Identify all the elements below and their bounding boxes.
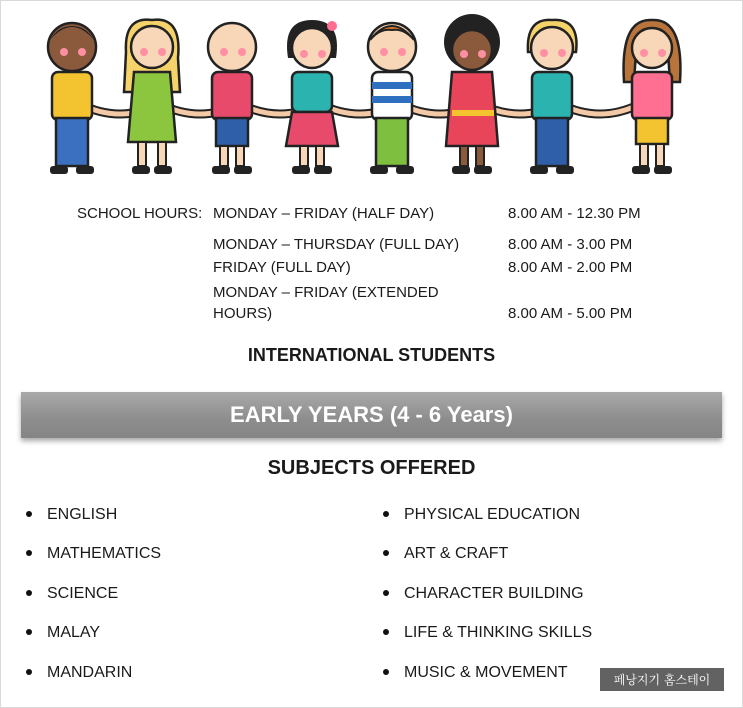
subject-item bbox=[47, 545, 161, 563]
subject-label: LIFE & THINKING SKILLS bbox=[404, 624, 593, 641]
subject-item bbox=[404, 506, 580, 524]
early-years-banner bbox=[21, 392, 722, 438]
subjects-offered-heading: SUBJECTS OFFERED bbox=[267, 457, 476, 479]
bullet-icon bbox=[26, 550, 32, 556]
bullet-icon bbox=[383, 669, 389, 675]
hours-row-time: 8.00 AM - 2.00 PM bbox=[508, 259, 633, 276]
hours-row-time: 8.00 AM - 3.00 PM bbox=[508, 236, 633, 253]
bullet-icon bbox=[383, 629, 389, 635]
subject-label: MALAY bbox=[47, 624, 101, 641]
subject-label: MANDARIN bbox=[47, 664, 133, 681]
subject-item bbox=[404, 545, 508, 563]
subject-label: SCIENCE bbox=[47, 585, 119, 602]
subject-label: MUSIC & MOVEMENT bbox=[404, 664, 568, 681]
hours-row-day: MONDAY – THURSDAY (FULL DAY) bbox=[213, 236, 460, 253]
school-hours-label: SCHOOL HOURS: bbox=[77, 205, 203, 222]
bullet-icon bbox=[383, 590, 389, 596]
bullet-icon bbox=[26, 511, 32, 517]
hours-row-day-continued: HOURS) bbox=[213, 305, 273, 322]
watermark: 페낭지기 홈스테이 bbox=[600, 668, 724, 691]
bullet-icon bbox=[383, 550, 389, 556]
hours-row-time: 8.00 AM - 5.00 PM bbox=[508, 305, 633, 322]
bullet-icon bbox=[26, 590, 32, 596]
hours-row-time: 8.00 AM - 12.30 PM bbox=[508, 205, 641, 222]
hours-row-day: MONDAY – FRIDAY (EXTENDED bbox=[213, 284, 439, 301]
bullet-icon bbox=[383, 511, 389, 517]
subject-label: ENGLISH bbox=[47, 506, 118, 523]
subject-label: MATHEMATICS bbox=[47, 545, 162, 562]
bullet-icon bbox=[26, 669, 32, 675]
subject-label: PHYSICAL EDUCATION bbox=[404, 506, 581, 523]
international-students-heading: INTERNATIONAL STUDENTS bbox=[247, 345, 496, 365]
school-hours-section bbox=[0, 0, 743, 330]
subject-item bbox=[47, 664, 132, 682]
hours-row-day: FRIDAY (FULL DAY) bbox=[213, 259, 351, 276]
subject-item bbox=[404, 624, 592, 642]
subject-item bbox=[47, 585, 118, 603]
subject-label: CHARACTER BUILDING bbox=[404, 585, 584, 602]
subject-item bbox=[47, 506, 117, 524]
subject-item bbox=[47, 624, 100, 642]
early-years-banner-title: EARLY YEARS (4 - 6 Years) bbox=[230, 402, 513, 427]
hours-row-day: MONDAY – FRIDAY (HALF DAY) bbox=[213, 205, 435, 222]
bullet-icon bbox=[26, 629, 32, 635]
subject-item bbox=[404, 664, 568, 682]
subject-label: ART & CRAFT bbox=[404, 545, 509, 562]
subject-item bbox=[404, 585, 584, 603]
